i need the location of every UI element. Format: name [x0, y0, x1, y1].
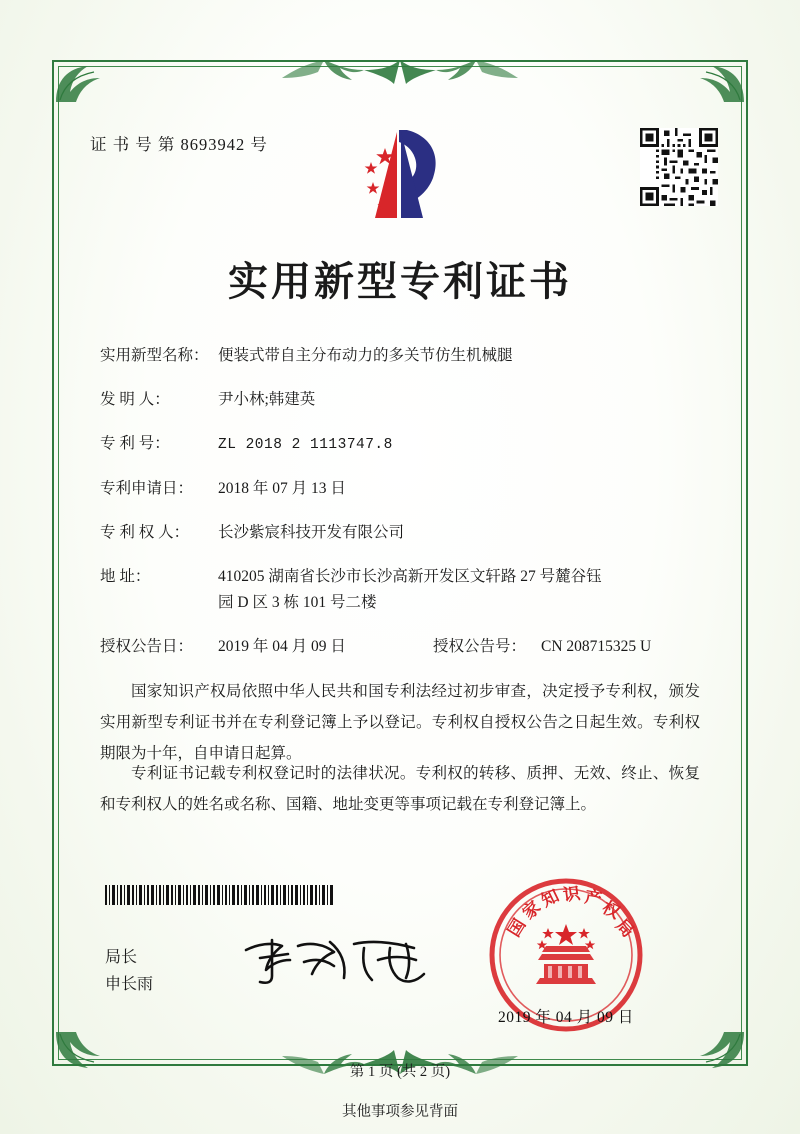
- field-value-grant-date: 2019 年 04 月 09 日: [218, 637, 346, 655]
- field-value-inventor: 尹小林;韩建英: [218, 391, 316, 409]
- field-value-grant-number: CN 208715325 U: [541, 637, 652, 655]
- footnote: 其他事项参见背面: [342, 1104, 458, 1120]
- field-value-utility-model-name: 便装式带自主分布动力的多关节仿生机械腿: [218, 347, 513, 364]
- body-paragraph-2: 专利证书记载专利权登记时的法律状况。专利权的转移、质押、无效、终止、恢复和专利权人的姓名或名称、国籍、地址变更等事项记载在专利登记簿上。: [100, 765, 700, 813]
- field-row-utility-model-name: [100, 344, 710, 368]
- svg-text:权: 权: [599, 897, 624, 923]
- page-title: 实用新型专利证书: [228, 259, 572, 304]
- svg-text:产: 产: [583, 887, 604, 909]
- svg-text:识: 识: [561, 883, 582, 905]
- field-list: [100, 344, 710, 679]
- body-paragraph-1: 国家知识产权局依照中华人民共和国专利法经过初步审查，决定授予专利权，颁发实用新型专利证书并在专利登记簿上予以登记。专利权自授权公告之日起生效。专利权期限为十年，自申请日起算。: [100, 683, 700, 762]
- qr-code-icon: [640, 128, 718, 206]
- field-row-patentee: [100, 521, 710, 545]
- field-label: 专利申请日：: [100, 479, 194, 497]
- field-label-grant-number: 授权公告号：: [433, 637, 527, 655]
- field-value-address-line2: 园 D 区 3 栋 101 号二楼: [218, 593, 377, 611]
- cnipa-logo-icon: [355, 126, 447, 222]
- svg-text:局: 局: [612, 915, 638, 942]
- field-label: 专 利 权 人：: [100, 523, 190, 541]
- field-row-grant-announcement: [100, 635, 710, 659]
- svg-text:国: 国: [504, 915, 530, 941]
- svg-text:知: 知: [538, 886, 563, 911]
- handwritten-signature-icon: [238, 930, 433, 990]
- signature-name: 申长雨: [105, 976, 154, 994]
- corner-ornament-top-left: [54, 62, 112, 104]
- field-value-application-date: 2018 年 07 月 13 日: [218, 479, 346, 497]
- field-row-address: [100, 565, 710, 589]
- top-center-ornament: [260, 58, 540, 86]
- seal-date: 2019 年 04 月 09 日: [498, 1009, 634, 1026]
- barcode-icon: [105, 885, 333, 905]
- field-row-patent-number: [100, 432, 710, 456]
- field-row-inventor: [100, 388, 710, 412]
- field-value-patentee: 长沙紫宸科技开发有限公司: [218, 523, 405, 541]
- field-label-grant-date: 授权公告日：: [100, 637, 194, 655]
- signature-block: [105, 944, 153, 998]
- certificate-number: 证 书 号 第 8693942 号: [90, 135, 268, 154]
- field-label: 发 明 人：: [100, 391, 170, 409]
- field-value-address-line1: 410205 湖南省长沙市长沙高新开发区文轩路 27 号麓谷钰: [218, 567, 602, 585]
- field-label: 实用新型名称：: [100, 347, 209, 364]
- field-value-patent-number: ZL 2018 2 1113747.8: [218, 437, 393, 454]
- svg-text:家: 家: [518, 897, 545, 923]
- field-row-application-date: [100, 477, 710, 501]
- field-label: 地 址：: [100, 567, 151, 585]
- field-label: 专 利 号：: [100, 435, 170, 453]
- page-number: 第 1 页 (共 2 页): [349, 1064, 451, 1080]
- corner-ornament-top-right: [688, 62, 746, 104]
- signature-role: 局长: [105, 949, 138, 966]
